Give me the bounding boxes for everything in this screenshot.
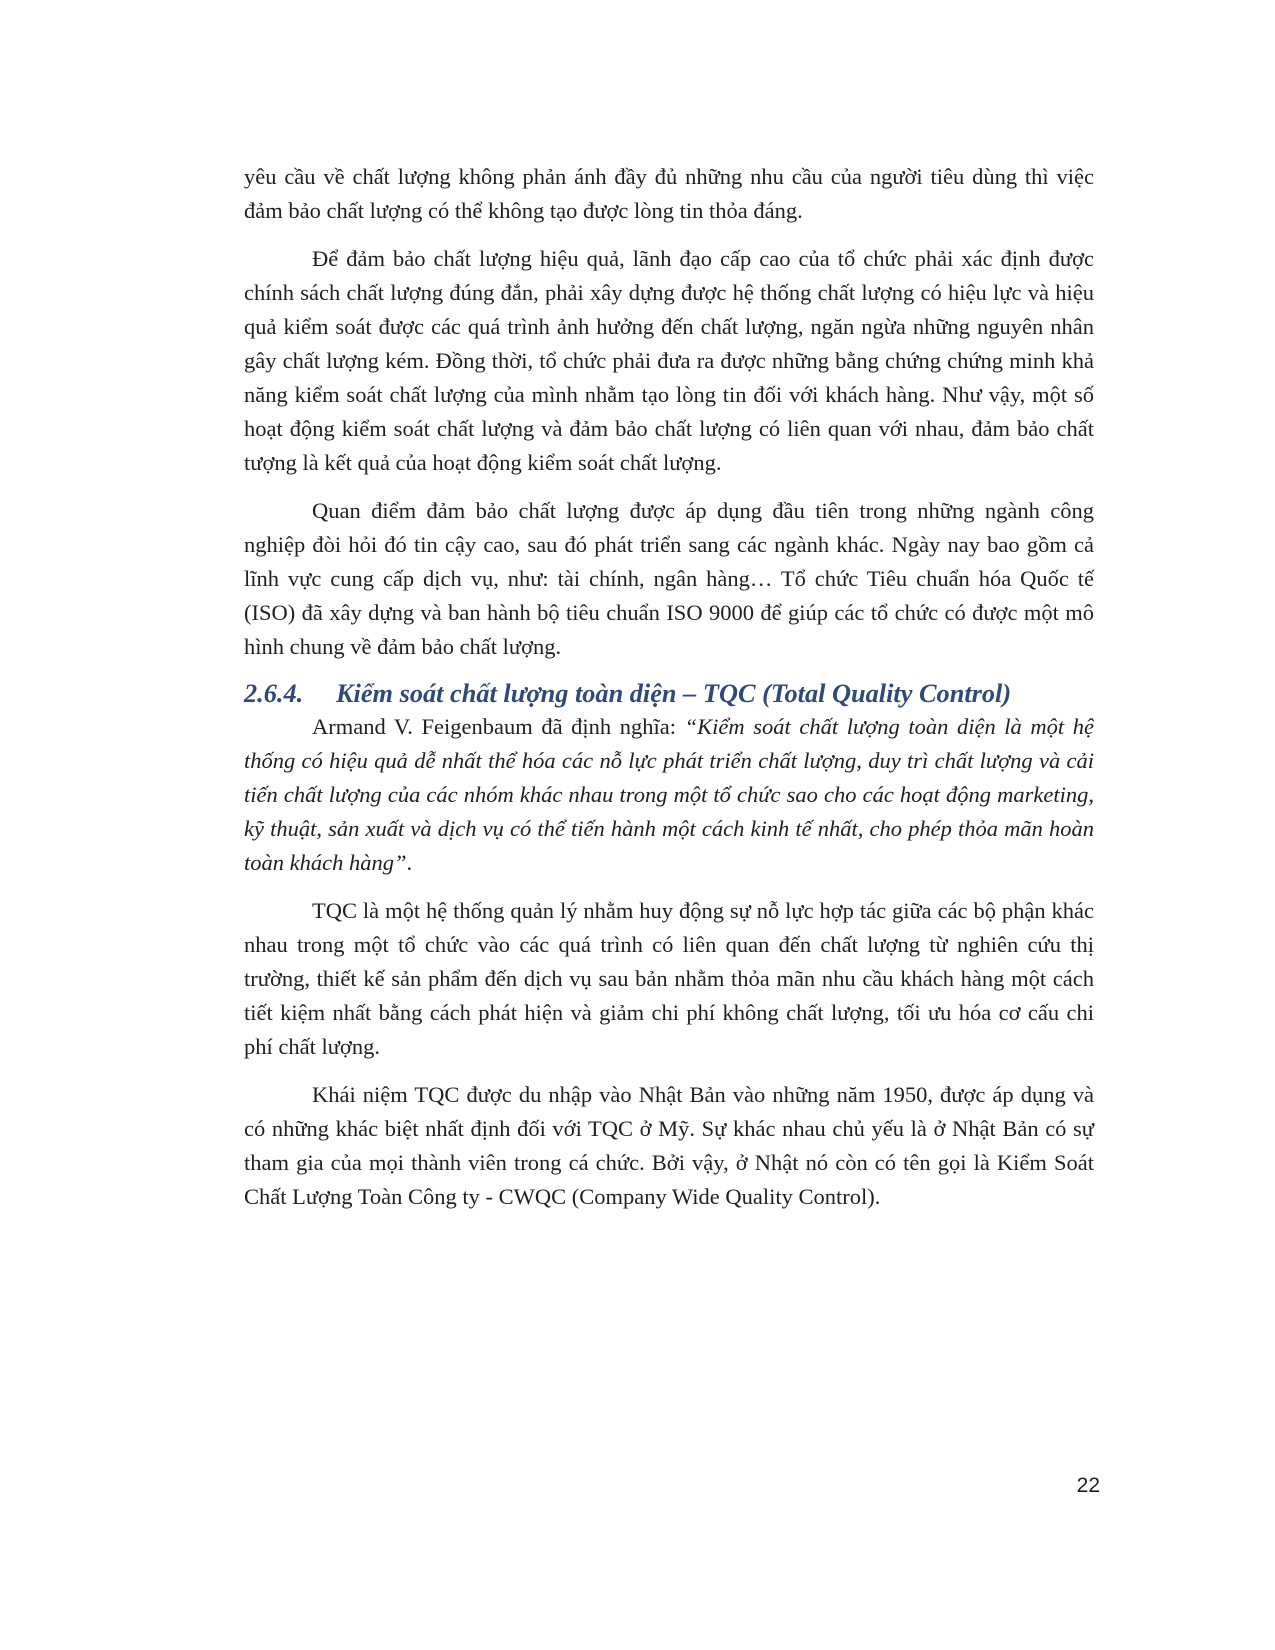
paragraph-5: TQC là một hệ thống quản lý nhằm huy động sự nỗ lực hợp tác giữa các bộ phận khác nhau trong một tổ chức vào các quá trình có liên quan đến chất lượng từ nghiên cứu thị trường, thiết kế sản phẩm đến dịch vụ sau bản nhằm thỏa mãn nhu cầu khách hàng một cách tiết kiệm nhất bằng cách phát hiện và giảm chi phí không chất lượng, tối ưu hóa cơ cấu chi phí chất lượng. <box>244 898 1094 1059</box>
definition-lead: Armand V. Feigenbaum đã định nghĩa: <box>312 714 685 739</box>
paragraph-6: Khái niệm TQC được du nhập vào Nhật Bản vào những năm 1950, được áp dụng và có những khác biệt nhất định đối với TQC ở Mỹ. Sự khác nhau chủ yếu là ở Nhật Bản có sự tham gia của mọi thành viên trong cá chức. Bởi vậy, ở Nhật nó còn có tên gọi là Kiểm Soát Chất Lượng Toàn Công ty - CWQC (Company Wide Quality Control). <box>244 1082 1094 1209</box>
definition-quote: “Kiểm soát chất lượng toàn diện là một hệ thống có hiệu quả dễ nhất thể hóa các nỗ lực phát triển chất lượng, duy trì chất lượng và cải tiến chất lượng của các nhóm khác nhau trong một tổ chức sao cho các hoạt động marketing, kỹ thuật, sản xuất và dịch vụ có thể tiến hành một cách kinh tế nhất, cho phép thỏa mãn hoàn toàn khách hàng” <box>244 714 1094 875</box>
paragraph-1: yêu cầu về chất lượng không phản ánh đầy đủ những nhu cầu của người tiêu dùng thì việc đảm bảo chất lượng có thể không tạo được lòng tin thỏa đáng. <box>244 164 1094 223</box>
page-number: 22 <box>1076 1474 1100 1497</box>
definition-end: . <box>406 850 413 875</box>
paragraph-3: Quan điểm đảm bảo chất lượng được áp dụng đầu tiên trong những ngành công nghiệp đòi hỏi đó tin cậy cao, sau đó phát triển sang các ngành khác. Ngày nay bao gồm cả lĩnh vực cung cấp dịch vụ, như: tài chính, ngân hàng… Tổ chức Tiêu chuẩn hóa Quốc tế (ISO) đã xây dựng và ban hành bộ tiêu chuẩn ISO 9000 để giúp các tổ chức có được một mô hình chung về đảm bảo chất lượng. <box>244 498 1094 659</box>
paragraph-2: Để đảm bảo chất lượng hiệu quả, lãnh đạo cấp cao của tổ chức phải xác định được chính sách chất lượng đúng đắn, phải xây dựng được hệ thống chất lượng có hiệu lực và hiệu quả kiểm soát được các quá trình ảnh hưởng đến chất lượng, ngăn ngừa những nguyên nhân gây chất lượng kém. Đồng thời, tổ chức phải đưa ra được những bằng chứng chứng minh khả năng kiểm soát chất lượng của mình nhằm tạo lòng tin đối với khách hàng. Như vậy, một số hoạt động kiểm soát chất lượng và đảm bảo chất lượng có liên quan với nhau, đảm bảo chất tượng là kết quả của hoạt động kiểm soát chất lượng. <box>244 246 1094 475</box>
paragraph-definition <box>244 710 1094 880</box>
section-number: 2.6.4. <box>244 679 304 708</box>
section-title: Kiểm soát chất lượng toàn diện – TQC (Total Quality Control) <box>336 679 1012 708</box>
section-heading <box>244 678 1094 710</box>
page-body <box>244 160 1094 1228</box>
